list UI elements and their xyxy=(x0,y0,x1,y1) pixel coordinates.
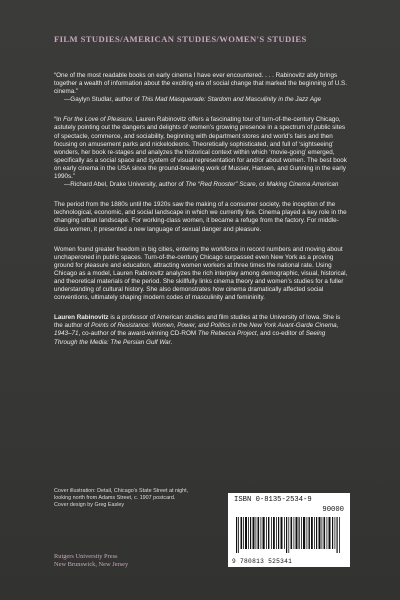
publisher-name: Rutgers University Press xyxy=(54,553,118,560)
quote-1-text: “One of the most readable books on early cinema I have ever encountered. . . . Rabinovitz ably brings together a wealth of information about the exciting era of social change that marked the beginning of U.S. cinema.” xyxy=(54,72,347,96)
isbn-label: ISBN 0-8135-2534-9 xyxy=(234,496,312,504)
price-code: 90000 xyxy=(322,506,344,514)
attribution-title-2: Making Cinema American xyxy=(266,181,339,189)
cover-credits xyxy=(54,488,214,509)
quote-1 xyxy=(54,72,350,104)
attribution-prefix: —Richard Abel, Drake University, author of xyxy=(64,181,186,189)
bio-text: . xyxy=(170,338,173,346)
bio-text: , and co-editor of xyxy=(256,330,306,338)
quote-1-attribution xyxy=(54,96,350,104)
quote-2-lead: “In xyxy=(54,116,64,124)
author-name: Lauren Rabinovitz xyxy=(54,314,109,322)
barcode-icon xyxy=(236,517,342,553)
quote-2 xyxy=(54,116,350,189)
attribution-prefix: —Gaylyn Studlar, author of xyxy=(64,96,142,104)
credit-line: Cover design by Greg Easley xyxy=(54,502,125,508)
bio-cdrom-title: The Rebecca Project xyxy=(197,330,257,338)
quote-2-text: , Lauren Rabinovitz offers a fascinating tour of turn-of-the-century Chicago, astutely pointing out the dangers and delights of women’s growing presence in a spectrum of public sites of spectacle, commerce, and sociability, beginning with department stores and world’s fairs and then focusing on amusement parks and nickelodeons. Theoretically sophisticated, and full of ‘sightseeing’ wonders, her book re-stages and analyzes the historical context within which ‘movie-going’ emerged, specifically as a social space and system of visual representation for and/or about women. The best book on early cinema in the USA since the ground-breaking work of Musser, Hansen, and Gunning in the early 1990s.” xyxy=(54,116,347,181)
category-label: FILM STUDIES/AMERICAN STUDIES/WOMEN'S STUDIES xyxy=(54,34,307,44)
bio-text: is a professor of American studies and film studies at the University of Iowa. She is the author of xyxy=(54,314,341,330)
bio-text: , co-author of the award-winning CD-ROM xyxy=(78,330,198,338)
attribution-mid: , or xyxy=(255,181,267,189)
author-bio xyxy=(54,314,350,346)
bio-book-title: Points of Resistance: Women, Power, and Politics in the New York Avant-Garde Cinema, 1943–71 xyxy=(54,322,339,338)
attribution-title: This Mad Masquerade: Stardom and Masculinity in the Jazz Age xyxy=(141,96,322,104)
attribution-title: The “Red Rooster” Scare xyxy=(185,181,256,189)
barcode-digits: 9 780813 525341 xyxy=(232,558,293,565)
text-block xyxy=(54,72,350,359)
quote-2-book-title: For the Love of Pleasure xyxy=(63,116,133,124)
barcode-box xyxy=(228,493,350,567)
credit-line: looking north from Adams Street, c. 1907 postcard. xyxy=(54,495,176,501)
publisher-location: New Brunswick, New Jersey xyxy=(54,561,129,568)
description-paragraph-2: Women found greater freedom in big cities, entering the workforce in record numbers and moving about unchaperoned in public spaces. Turn-of-the-century Chicago surpassed even New York as a proving ground for pleasure and education, attracting women workers at three times the national rate. Using Chicago as a model, Lauren Rabinovitz analyzes the rich interplay among demographic, visual, historical, and theoretical materials of the period. She skillfully links cinema theory and women’s studies for a fuller understanding of cultural history. She also demonstrates how cinema dramatically affected social conventions, ultimately shaping modern codes of masculinity and femininity. xyxy=(54,245,348,302)
quote-2-attribution xyxy=(54,181,350,189)
credit-line: Cover illustration: Detail, Chicago’s State Street at night, xyxy=(54,488,189,494)
publisher-block xyxy=(54,553,128,569)
description-paragraph-1: The period from the 1880s until the 1920s saw the making of a consumer society, the inception of the technological, economic, and social landscape in which we currently live. Cinema played a key role in the changing urban landscape. For working-class women, it became a refuge from the factory. For middle-class women, it presented a new language of sexual danger and pleasure. xyxy=(54,201,347,233)
bio-edited-title: Seeing Through the Media: The Persian Gulf War xyxy=(54,330,326,346)
